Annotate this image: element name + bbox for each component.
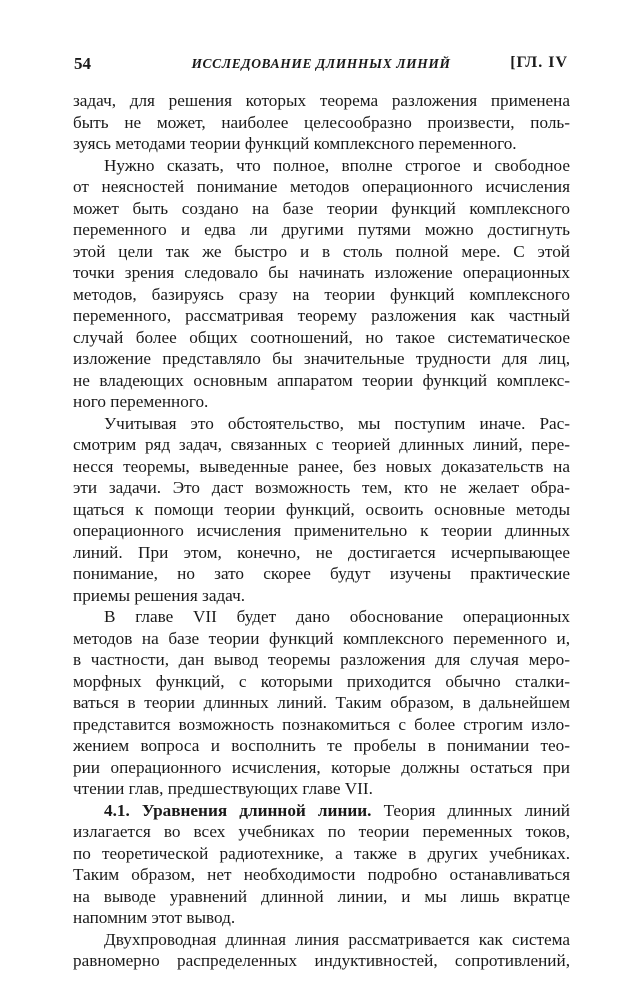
text-line: рии операционного исчисления, которые должны остаться при [73,757,570,777]
body-text [73,90,570,972]
running-header [74,54,568,78]
text-line: смотрим ряд задач, связанных с теорией длинных линий, пере- [73,435,570,454]
paragraph [73,155,570,413]
text-line: ваться в теории длинных линий. Таким образом, в дальнейшем [73,693,570,712]
text-line: чтении глав, предшествующих главе VII. [73,779,373,798]
paragraph [73,413,570,607]
text-line: зуясь методами теории функций комплексного переменного. [73,134,517,153]
text-line: напомним этот вывод. [73,908,236,927]
text-line [73,800,570,822]
text-line: морфных функций, с которыми приходится обычно сталки- [73,671,570,691]
text-line: Таким образом, нет необходимости подробно останавливаться [73,865,570,884]
text-line: может быть создано на базе теории функций комплексного [73,198,570,218]
text-line [73,155,570,177]
text-line: щаться к помощи теории функций, освоить основные методы [73,499,570,519]
text-line: равномерно распределенных индуктивностей, сопротивлений, [73,951,570,970]
text-line: представится возможность познакомиться с более строгим изло- [73,714,570,734]
text-line: в частности, дан вывод теоремы разложения для случая меро- [73,650,570,669]
text-line: операционного исчисления применительно к теории длинных [73,521,570,540]
paragraph [73,606,570,800]
text-line: точки зрения следовало бы начинать изложение операционных [73,263,570,282]
text-line: переменного, рассматривая теорему разложения как частный [73,306,570,325]
text-line: задач, для решения которых теорема разложения применена [73,91,570,110]
text-line: линий. При этом, конечно, не достигается исчерпывающее [73,542,570,562]
chapter-title: ИССЛЕДОВАНИЕ ДЛИННЫХ ЛИНИЙ [191,56,451,71]
text-line: по теоретической радиотехнике, а также в других учебниках. [73,843,570,863]
text-line: понимание, но зато скорее будут изучены практические [73,564,570,583]
paragraph [73,90,570,155]
paragraph [73,929,570,972]
text-line-content: Учитывая это обстоятельство, мы поступим иначе. Рас- [104,413,570,433]
text-line: жением вопроса и восполнить те пробелы в понимании тео- [73,736,570,755]
text-line: быть не может, наиболее целесообразно произвести, поль- [73,112,570,132]
text-line [73,606,570,628]
text-line: изложение представляло бы значительные трудности для лиц, [73,349,570,368]
text-line: эти задачи. Это даст возможность тем, кто не желает обра- [73,478,570,497]
text-line: методов на базе теории функций комплексного переменного и, [73,628,570,648]
text-line: не владеющих основным аппаратом теории функций комплекс- [73,370,570,390]
text-line-content: В главе VII будет дано обоснование операционных [104,607,570,626]
text-line: ного переменного. [73,392,209,411]
section-paragraph [73,800,570,929]
section-heading: 4.1. Уравнения длинной линии. [104,800,372,820]
text-line: излагается во всех учебниках по теории переменных токов, [73,822,570,841]
text-line: приемы решения задач. [73,585,246,605]
text-line-content: Нужно сказать, что полное, вполне строгое и свободное [104,155,570,175]
text-line: от неясностей понимание методов операционного исчисления [73,177,570,196]
text-line [73,413,570,435]
text-line: несся теоремы, выведенные ранее, без новых доказательств на [73,456,570,476]
text-line: переменного и едва ли другими путями можно достигнуть [73,220,570,239]
text-line: случай более общих соотношений, но такое систематическое [73,327,570,347]
page-number: 54 [74,54,91,73]
text-line [73,929,570,951]
text-line-content: Теория длинных линий [371,800,570,820]
text-line: на выводе уравнений длинной линии, и мы лишь вкратце [73,886,570,906]
text-line-content: Двухпроводная длинная линия рассматривается как система [104,929,570,949]
text-line: методов, базируясь сразу на теории функций комплексного [73,284,570,304]
text-line: этой цели так же быстро и в столь полной мере. С этой [73,241,570,261]
chapter-reference: [ГЛ. IV [510,54,568,71]
